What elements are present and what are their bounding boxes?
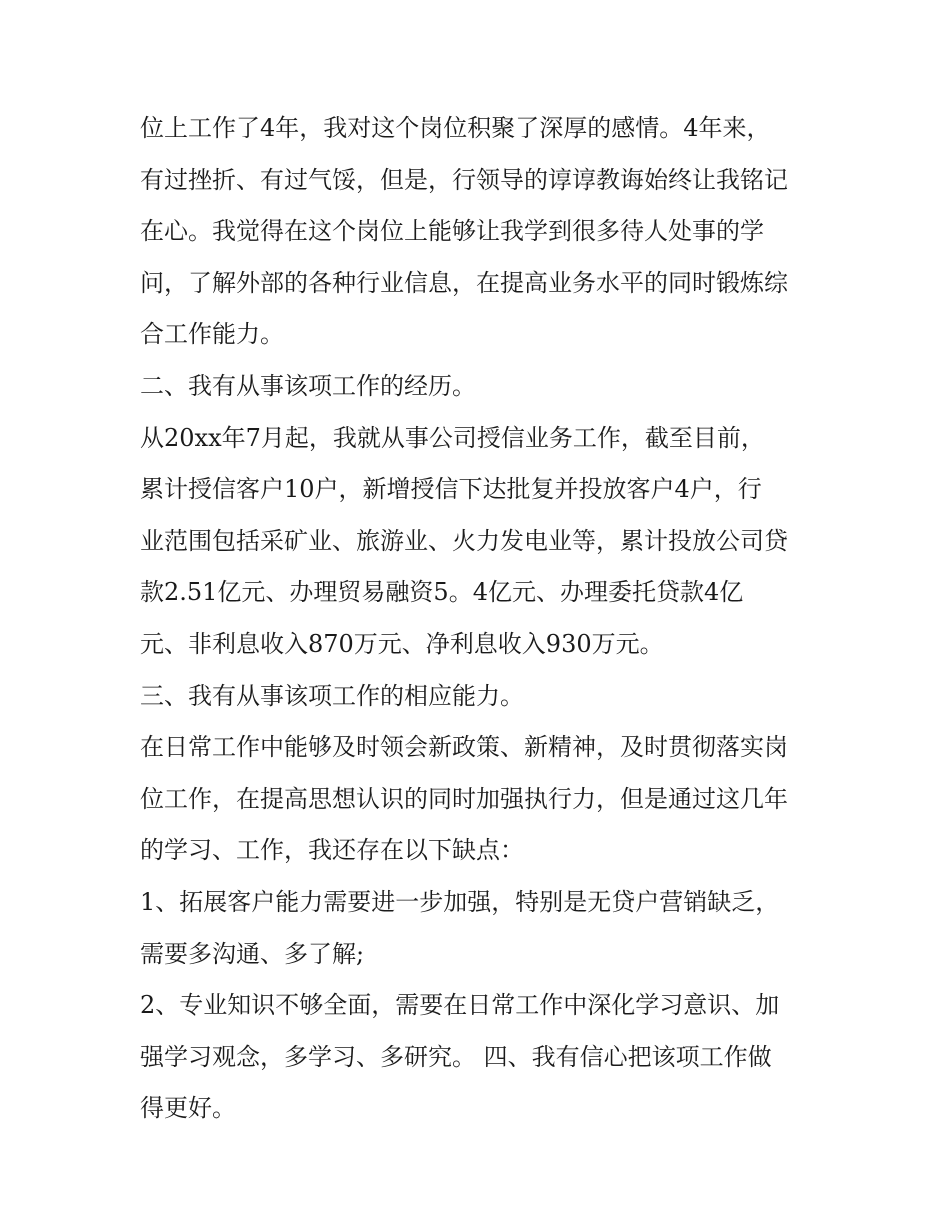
text-line: 需要多沟通、多了解; xyxy=(140,939,365,968)
text-line: 位上工作了4年，我对这个岗位积聚了深厚的感情。4年来， xyxy=(140,114,771,142)
text-line: 元、非利息收入870万元、净利息收入930万元。 xyxy=(140,629,664,658)
text-line: 在心。我觉得在这个岗位上能够让我学到很多待人处事的学 xyxy=(140,217,764,246)
text-line: 位工作，在提高思想认识的同时加强执行力，但是通过这几年 xyxy=(140,784,788,813)
text-line: 得更好。 xyxy=(140,1094,236,1123)
text-line: 合工作能力。 xyxy=(140,320,284,349)
text-line: 从20xx年7月起，我就从事公司授信业务工作，截至目前， xyxy=(140,423,765,452)
text-line: 款2.51亿元、办理贸易融资5。4亿元、办理委托贷款4亿 xyxy=(140,578,744,607)
body-text xyxy=(140,103,820,1135)
text-line: 累计授信客户10户，新增授信下达批复并投放客户4户，行 xyxy=(140,475,762,504)
text-line: 业范围包括采矿业、旅游业、火力发电业等，累计投放公司贷 xyxy=(140,526,788,555)
text-line: 强学习观念，多学习、多研究。 四、我有信心把该项工作做 xyxy=(140,1042,772,1071)
section-heading-2: 二、我有从事该项工作的经历。 xyxy=(140,371,476,400)
text-line: 的学习、工作，我还存在以下缺点： xyxy=(140,836,524,865)
list-item-2: 2、专业知识不够全面，需要在日常工作中深化学习意识、加 xyxy=(140,991,780,1020)
list-item-1: 1、拓展客户能力需要进一步加强，特别是无贷户营销缺乏， xyxy=(140,887,780,916)
section-heading-3: 三、我有从事该项工作的相应能力。 xyxy=(140,681,524,710)
text-line: 有过挫折、有过气馁，但是，行领导的谆谆教诲始终让我铭记 xyxy=(140,165,788,194)
text-line: 问，了解外部的各种行业信息，在提高业务水平的同时锻炼综 xyxy=(140,268,788,297)
text-line: 在日常工作中能够及时领会新政策、新精神，及时贯彻落实岗 xyxy=(140,733,788,762)
